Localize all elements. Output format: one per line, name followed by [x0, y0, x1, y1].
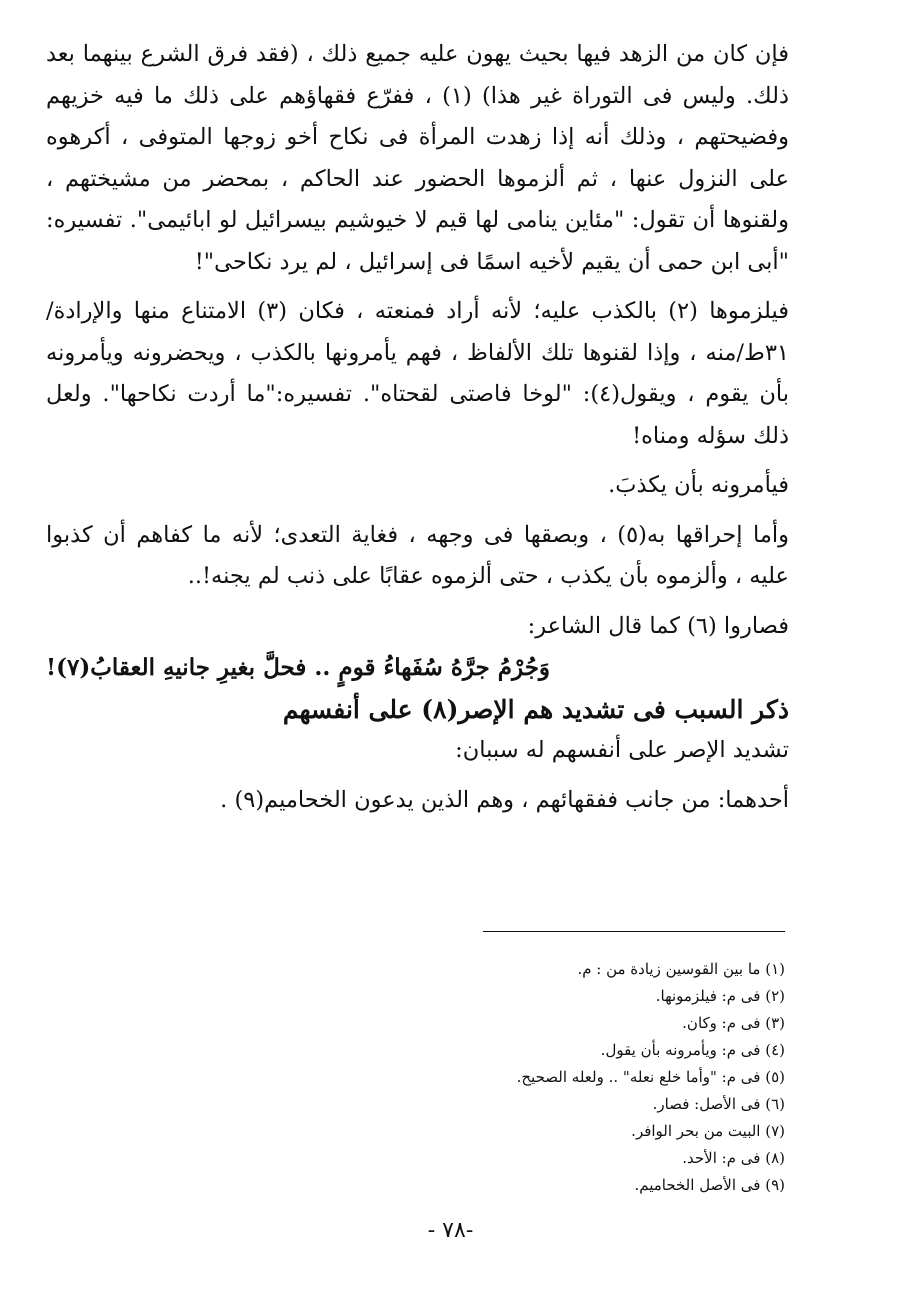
footnote-6: (٦) فى الأصل: فصار. [652, 1095, 785, 1113]
paragraph-4: وأما إحراقها به(٥) ، وبصقها فى وجهه ، فغاية التعدى؛ لأنه ما كفاهم أن كذبوا عليه ، وألزموه بأن يكذب ، حتى ألزموه عقابًا على ذنب لم يجنه!.. [46, 521, 789, 589]
paragraph-3: فيأمرونه بأن يكذبَ. [608, 472, 789, 498]
footnote-2: (٢) فى م: فيلزمونها. [655, 987, 785, 1005]
footnote-7: (٧) البيت من بحر الوافر. [631, 1122, 785, 1140]
paragraph-5: فصاروا (٦) كما قال الشاعر: [527, 612, 789, 639]
poetry-verse: وَجُرْمُ جرَّهُ سُفَهاءُ قومٍ .. فحلَّ بغيرِ جانيهِ العقابُ(٧)! [46, 654, 551, 681]
paragraph-1: فإن كان من الزهد فيها بحيث يهون عليه جميع ذلك ، (فقد فرق الشرع بينهما بعد ذلك. وليس فى التوراة غير هذا) (١) ، ففرّع فقهاؤهم على ذلك ما فيه خزيهم وفضيحتهم ، وذلك أنه إذا زهدت المرأة فى نكاح أخو زوجها المتوفى ، أكرهوه على النزول عنها ، ثم ألزموها الحضور عند الحاكم ، بمحضر من مشيختهم ، ولقنوها أن تقول: "مئاين ينامى لها قيم لا خيوشيم بيسرائيل لو ابائيمى". تفسيره: "أبى ابن حمى أن يقيم لأخيه اسمًا فى إسرائيل ، لم يرد نكاحى"! [46, 41, 789, 275]
footnote-8: (٨) فى م: الأحد. [682, 1149, 785, 1167]
footnote-9: (٩) فى الأصل الخحاميم. [634, 1176, 785, 1194]
main-text [46, 34, 789, 821]
footnote-divider [483, 931, 785, 932]
footnote-3: (٣) فى م: وكان. [682, 1014, 785, 1032]
section-heading: ذكر السبب فى تشديد هم الإصر(٨) على أنفسهم [282, 694, 789, 724]
paragraph-6: تشديد الإصر على أنفسهم له سببان: [455, 737, 789, 763]
page-number: -٧٨ - [427, 1218, 474, 1243]
paragraph-2: فيلزموها (٢) بالكذب عليه؛ لأنه أراد فمنعته ، فكان (٣) الامتناع منها والإرادة/ ٣١ط/منه ، وإذا لقنوها تلك الألفاظ ، فهم يأمرونها بالكذب ، ويحضرونه ويأمرونه بأن يقوم ، ويقول(٤): "لوخا فاصتى لقحتاه". تفسيره:"ما أردت نكاحها". ولعل ذلك سؤله ومناه! [46, 298, 789, 449]
paragraph-7: أحدهما: من جانب ففقهائهم ، وهم الذين يدعون الخحاميم(٩) . [220, 786, 789, 813]
footnotes-list [265, 956, 785, 1199]
footnote-5: (٥) فى م: "وأما خلع نعله" .. ولعله الصحيح. [516, 1068, 785, 1086]
footnote-1: (١) ما بين القوسين زيادة من : م. [577, 960, 785, 978]
footnote-4: (٤) فى م: ويأمرونه بأن يقول. [600, 1041, 785, 1059]
